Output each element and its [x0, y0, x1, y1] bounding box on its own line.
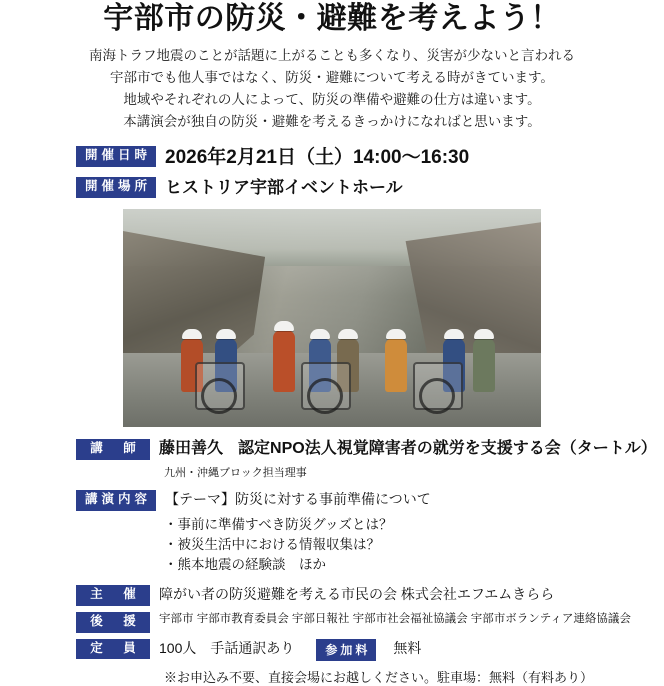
speaker-affiliation-2: 九州・沖縄ブロック担当理事: [164, 467, 307, 480]
photo-image: [123, 209, 541, 427]
fee-label: 参加料: [316, 639, 376, 661]
flyer-page: [0, 2, 664, 685]
content-theme: 【テーマ】防災に対する事前準備について: [165, 490, 431, 507]
content-item: ・事前に準備すべき防災グッズとは？: [164, 516, 393, 532]
lead-line-3: 地域やそれぞれの人によって、防災の準備や避難の仕方は違います。: [123, 91, 541, 107]
speaker-row: [18, 439, 657, 460]
content-items: [18, 515, 646, 576]
helmet-icon: [310, 329, 330, 339]
helmet-icon: [338, 329, 358, 339]
venue-value: ヒストリア宇部イベントホール: [165, 178, 403, 198]
content-row: [18, 490, 646, 511]
capacity-row: [18, 639, 646, 661]
photo-figure: [473, 338, 495, 392]
wheelchair: [413, 362, 463, 410]
content-item: ・熊本地震の経験談 ほか: [164, 557, 326, 573]
organizer-value: 障がい者の防災避難を考える市民の会 株式会社エフエムきらら: [159, 586, 555, 603]
datetime-row: [18, 146, 646, 171]
venue-row: [18, 177, 646, 199]
wheelchair: [195, 362, 245, 410]
support-value: 宇部市 宇部市教育委員会 宇部日報社 宇部市社会福祉協議会 宇部市ボランティア連絡協議会: [159, 612, 631, 625]
helmet-icon: [474, 329, 494, 339]
page-title: 宇部市の防災・避難を考えよう！: [103, 2, 561, 35]
organizer-label: 主 催: [76, 585, 150, 606]
speaker-label: 講 師: [76, 439, 150, 460]
organizer-row: [18, 585, 646, 606]
helmet-icon: [444, 329, 464, 339]
speaker-name: 藤田善久: [159, 440, 224, 458]
capacity-value: 100人 手話通訳あり: [159, 639, 295, 656]
fee-value: 無料: [393, 639, 422, 656]
helmet-icon: [386, 329, 406, 339]
photo-figure: [273, 330, 295, 392]
datetime-value: 2026年2月21日（土）14:00〜16:30: [165, 147, 470, 169]
support-row: [18, 612, 646, 633]
lead-paragraph: [52, 45, 612, 132]
helmet-icon: [274, 321, 294, 331]
content-item: ・被災生活中における情報収集は？: [164, 536, 380, 552]
helmet-icon: [182, 329, 202, 339]
disaster-evacuation-photo: [123, 209, 541, 427]
content-label: 講演内容: [76, 490, 156, 511]
capacity-note: ※お申込み不要、直接会場にお越しください。駐車場：無料（有料あり）: [164, 669, 594, 685]
venue-label: 開催場所: [76, 177, 156, 198]
lead-line-2: 宇部市でも他人事ではなく、防災・避難について考える時がきています。: [110, 69, 554, 85]
wheelchair: [301, 362, 351, 410]
capacity-label: 定 員: [76, 639, 150, 660]
photo-figure: [385, 338, 407, 392]
datetime-label: 開催日時: [76, 146, 156, 167]
lead-line-1: 南海トラフ地震のことが話題に上がることも多くなり、災害が少ないと言われる: [89, 48, 575, 63]
speaker-affiliation: 認定NPO法人視覚障害者の就労を支援する会（タートル）: [238, 440, 657, 458]
support-label: 後 援: [76, 612, 150, 633]
helmet-icon: [216, 329, 236, 339]
lead-line-4: 本講演会が独自の防災・避難を考えるきっかけになればと思います。: [123, 113, 541, 129]
